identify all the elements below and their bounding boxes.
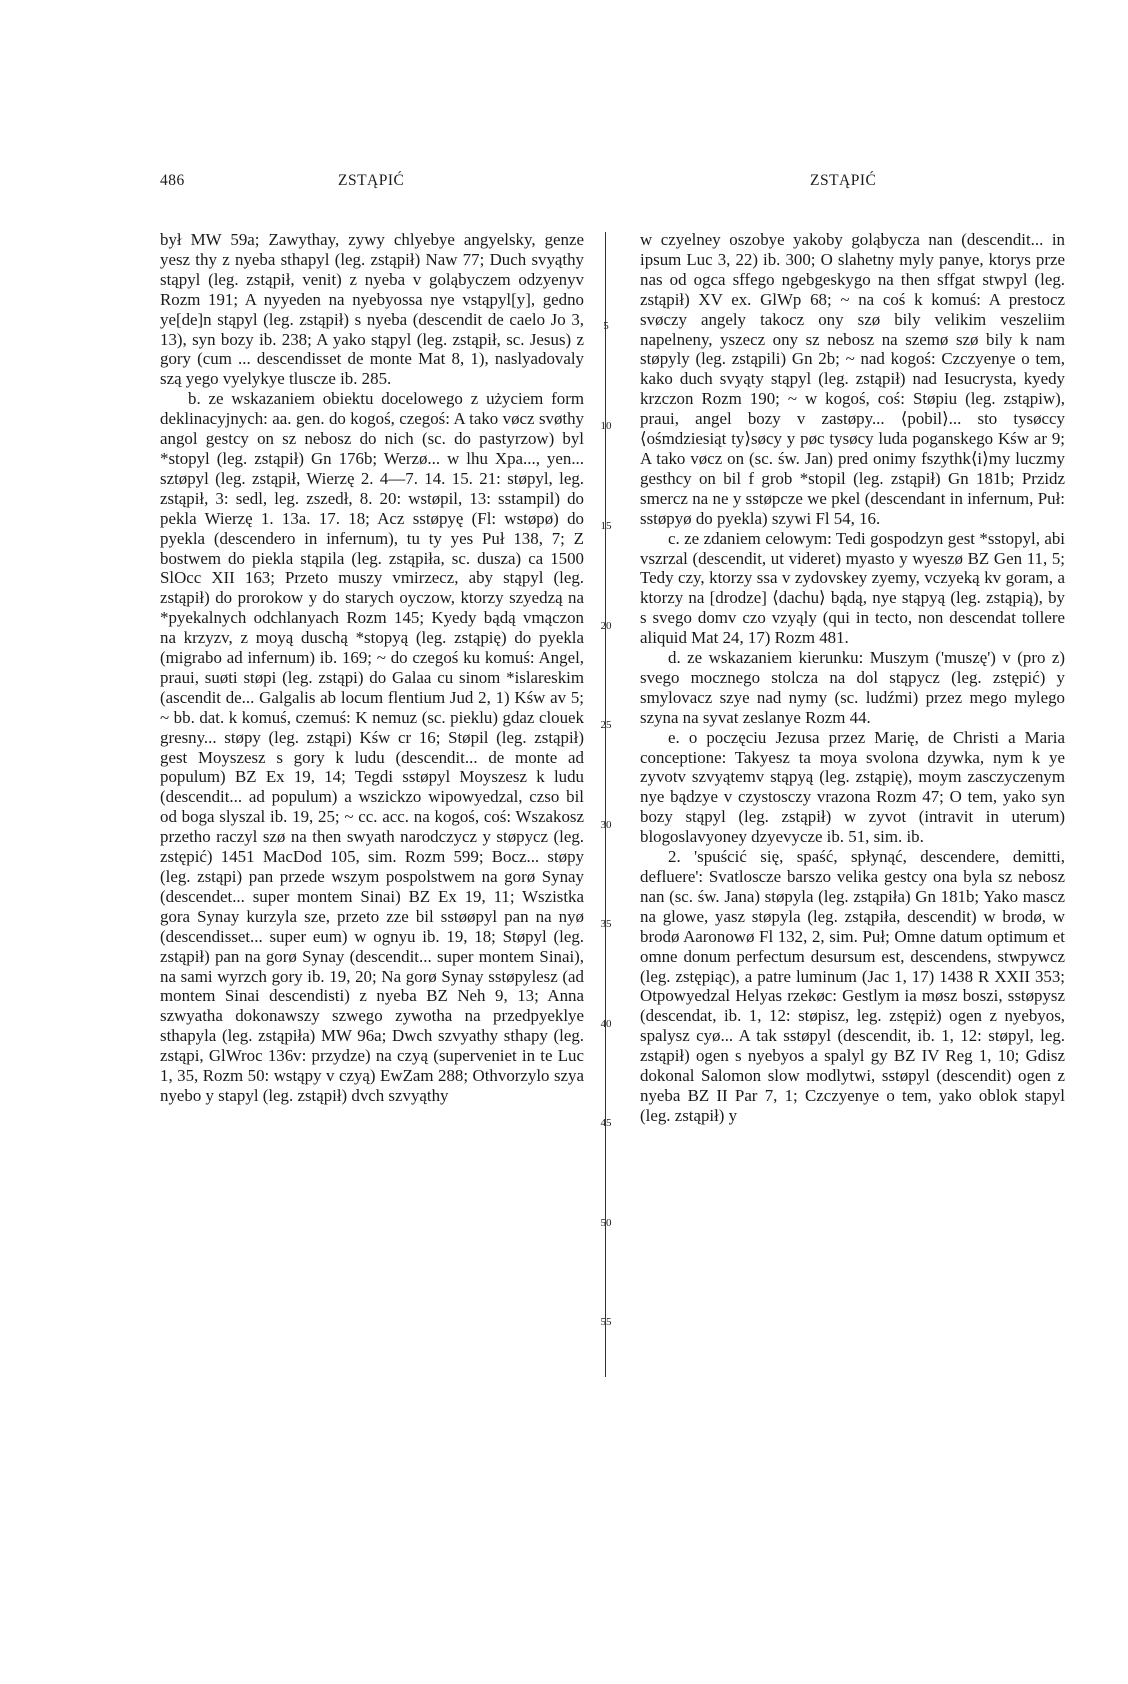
left-paragraph-1: był MW 59a; Zawythay, zywy chlyebye angyelsky, genze yesz thy z nyeba sthapyl (leg. zstąpił) Naw 77; Duch svyąthy stąpyl (leg. zstąpił, venit) z nyeba v goląbyczem odzyenyv Rozm 191; A nyyeden na nyebyossa nye vstąpyl[y], gedno ye[de]n stąpyl (leg. zstąpił) s nyeba (descendit de caelo Jo 3, 13), syn bozy ib. 238; A yako stąpyl (leg. zstąpił, sc. Jesus) z gory (cum ... descendisset de monte Mat 8, 1), naslyadovaly szą yego vyelykye tlusczе ib. 285. — [160, 230, 584, 389]
right-paragraph-4: e. o poczęciu Jezusa przez Marię, de Christi a Maria conceptione: Takyesz ta moya svolona dzywka, nym k ye zyvotv szvyątemv stąpyą (leg. zstąpię), moym zasczyczenym nye bądzye v czystosczy vrazona Rozm 47; O tem, yako syn bozy stąpyl (leg. zstąpił) w zyvot (intravit in uterum) blogoslavyoney dzyevycze ib. 51, sim. ib. — [640, 727, 1065, 847]
column-divider — [605, 232, 606, 1377]
right-running-title: ZSTĄPIĆ — [810, 172, 877, 189]
line-number: 55 — [600, 1316, 612, 1328]
right-paragraph-2: c. ze zdaniem celowym: Tedi gospodzyn gest *sstopyl, abi vszrzal (descendit, ut videret) myasto y wyeszø BZ Gen 11, 5; Tedy czy, ktorzy ssa v zydovskey zyemy, vczyeką kv goram, a ktorzy na [drodze] ⟨dachu⟩ bądą, nye stąpyą (leg. zstąpią), by s svego domv czo vzyąly (qui in tecto, non descendat tollere aliquid Mat 24, 17) Rozm 481. — [640, 528, 1065, 648]
right-paragraph-3: d. ze wskazaniem kierunku: Muszym ('muszę') v (pro z) svego mocznego stolcza na dol stąpycz (leg. zstępić) y smylovacz szye nad nymy (sc. ludźmi) przez mego mylego szyna na syvat zeslanye Rozm 44. — [640, 648, 1065, 727]
line-number: 30 — [600, 819, 612, 831]
line-number: 10 — [600, 420, 612, 432]
left-paragraph-2: b. ze wskazaniem obiektu docelowego z użyciem form deklinacyjnych: aa. gen. do kogoś, czegoś: A tako vøcz svøthy angol gestcy on sz nebosz do nich (sc. do pastyrzow) byl *stopyl (leg. zstąpił) Gn 176b; Werzø... w lhu Xpa..., yen... sztøpyl (leg. zstąpił, Wierzę 2. 4—7. 14. 15. 21: støpyl, leg. zstąpił, 3: sedl, leg. zszedł, 8. 20: wstøpil, 13: sstampil) do pekla Wierzę 1. 13a. 17. 18; Acz sstøpyę (Fl: wstøpø) do pyekla (descendero in infernum), tu ty yes Puł 138, 7; Z bostwem do piekla stąpila (leg. zstąpiła, sc. dusza) ca 1500 SlOcc XII 163; Przeto muszy vmirzecz, aby stąpyl (leg. zstąpił) do prorokow y do starych oyczow, ktorzy szyedzą na *pyekalnych odchlanyach Rozm 145; Kyedy bądą vmączon na krzyzv, z moyą duschą *stopyą (leg. zstąpię) do pyekla (migrabo ad infernum) ib. 169; ~ do czegoś ku komuś: Angel, praui, suøti støpi (leg. zstąpi) do Galaa cu sinom *islareskim (ascendit de... Galgalis ab locum flentium Jud 2, 1) Kśw av 5; ~ bb. dat. k komuś, czemuś: K nemuz (sc. pieklu) gdaz clouek gresny... støpy (leg. zstąpi) Kśw cr 16; Støpil (leg. zstąpił) gest Moyszesz s gory k ludu (descendit... de monte ad populum) BZ Ex 19, 14; Tegdi sstøpyl Moyszesz k ludu (descendit... ad populum) a wszickzo wipowyedzal, czso bil od boga slyszal ib. 19, 25; ~ cc. acc. na kogoś, coś: Wszakosz przetho raczyl szø na then swyath narodczycz y støpycz (leg. zstępić) 1451 MacDod 105, sim. Rozm 599; Bocz... støpy (leg. zstąpi) pan przede wszym pospolstwem na gorø Synay (descendet... super montem Sinai) BZ Ex 19, 11; Wszistka gora Synay kurzyla sze, przeto zze bil sstøøpyl pan na nyø (descendisset... super eum) w ognyu ib. 19, 18; Støpyl (leg. zstąpił) pan na gorø Synay (descendit... super montem Sinai), na sami wyrzch gory ib. 19, 20; Na gorø Synay sstøpylesz (ad montem Sinai descendisti) z nyeba BZ Neh 9, 13; Anna szwyatha dokonawszy szwego zywotha na przedpyeklye sthapyla (leg. zstąpiła) MW 96a; Dwch szvyathy sthapy (leg. zstąpi, GlWroc 136v: przydze) na czyą (superveniet in te Luc 1, 35, Rozm 50: wstąpy v czyą) EwZam 288; Othvorzylo szya nyebo y stapyl (leg. zstąpił) dvch szvyąthy — [160, 389, 584, 1105]
right-paragraph-1: w czyelney oszobye yakoby goląbycza nan (descendit... in ipsum Luc 3, 22) ib. 300; O slahetny myly panye, ktorys prze nas od ogca sffego ngebgeskygo na then sffgat stwpyl (leg. zstąpił) XV ex. GlWp 68; ~ na coś k komuś: A prestocz svøczy angely takocz ony szø bily velikim veszeliim napelneny, yszecz ony sz nebosz na szemø szø bily k nam støpyly (leg. zstąpili) Gn 2b; ~ nad kogoś: Czczyenye o tem, kako duch svyąty stąpyl (leg. zstąpił) nad Iesucrysta, kyedy krzczon Rozm 190; ~ w kogoś, coś: Støpiu (leg. zstąpiw), praui, angel bozy v zastøpy... ⟨pobil⟩... sto tysøccy ⟨ośmdziesiąt ty⟩søcy y pøc tysøcy luda poganskego Kśw ar 9; A tako vøcz on (sc. św. Jan) pred onimy fszythk⟨i⟩my luczmy gesthcy on bil f grob *stopil (leg. zstąpił) Gn 181b; Przidz smercz na ne y sstøpcze we pkel (descendant in infernum, Puł: sstøpyø do pyekla) szywi Fl 54, 16. — [640, 230, 1065, 528]
left-column — [160, 230, 584, 1106]
line-number: 25 — [600, 719, 612, 731]
running-header — [0, 172, 1128, 196]
line-number: 5 — [603, 320, 609, 332]
left-running-title: ZSTĄPIĆ — [338, 172, 405, 189]
right-paragraph-5: 2. 'spuścić się, spaść, spłynąć, descendere, demitti, defluere': Svatlosczе barszo velika gestcy ona byla sz nebosz nan (sc. św. Jana) støpyla (leg. zstąpiła) Gn 181b; Yako mascz na glowe, yasz støpyla (leg. zstąpiła, descendit) w brodø, w brodø Aaronowø Fl 132, 2, sim. Puł; Omne datum optimum et omne donum perfectum desursum est, descendens, stwpywcz (leg. zstępiąc), a patre luminum (Jac 1, 17) 1438 R XXII 353; Otpowyedzal Helyas rzekøc: Gestlym ia møsz boszi, sstøpysz (descendat, ib. 1, 12: støpisz, leg. zstępiż) ogen z nyebyos, spalysz cyø... A tak sstøpyl (descendit, ib. 1, 12: støpyl, leg. zstąpił) ogen s nyebyos a spalyl gy BZ IV Reg 1, 10; Gdisz dokonal Salomon slow modlytwi, sstøpyl (descendit) ogen z nyeba BZ II Par 7, 1; Czczyenye o tem, yako oblok stapyl (leg. zstąpił) y — [640, 847, 1065, 1125]
line-number: 50 — [600, 1217, 612, 1229]
line-number: 20 — [600, 620, 612, 632]
line-number: 45 — [600, 1117, 612, 1129]
line-number: 35 — [600, 918, 612, 930]
right-column — [640, 230, 1065, 1126]
line-number: 15 — [600, 520, 612, 532]
page-number: 486 — [160, 172, 185, 189]
line-number: 40 — [600, 1018, 612, 1030]
